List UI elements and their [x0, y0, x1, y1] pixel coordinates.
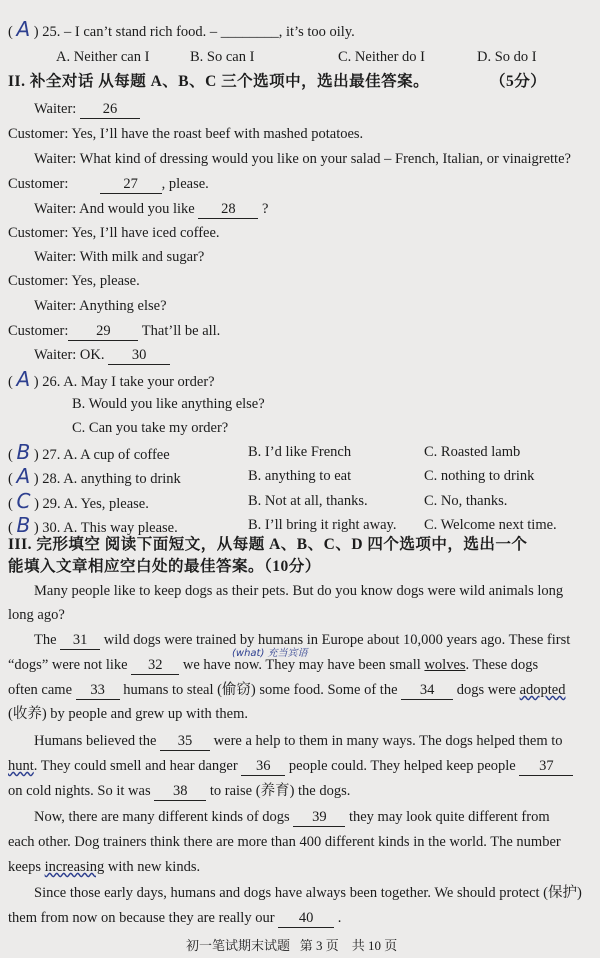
passage-text: with new kinds. — [104, 859, 201, 875]
dialogue-line — [8, 175, 209, 194]
underlined-word: increasing — [44, 859, 105, 875]
underlined-word: hunt — [8, 758, 34, 774]
question-25 — [8, 17, 355, 41]
dialogue-text: , please. — [161, 176, 209, 192]
q26-option-a: 26. A. May I take your order? — [42, 374, 215, 390]
passage-line — [8, 909, 341, 928]
passage-line — [8, 858, 200, 876]
q30-option-a: 30. A. This way please. — [42, 520, 178, 536]
section-3-heading: III. 完形填空 阅读下面短文，从每题 A、B、C、D 四个选项中，选出一个 — [8, 536, 528, 553]
passage-line: each other. Dog trainers think there are more than 400 different kinds in the world. The number — [8, 834, 561, 850]
blank-33: 33 — [76, 681, 120, 700]
passage-text: people could. They helped keep people — [288, 758, 516, 774]
passage-line — [8, 782, 350, 801]
q28-option-c: C. nothing to drink — [424, 468, 535, 484]
passage-text: Humans believed the — [34, 733, 157, 749]
underlined-word: wolves — [424, 657, 466, 673]
blank-38: 38 — [154, 782, 206, 801]
footer-exam-name: 初一笔试期末试题 — [186, 938, 291, 953]
blank-28: 28 — [198, 200, 258, 219]
q25-option-d: D. So do I — [477, 49, 537, 65]
dialogue-text: ? — [261, 201, 269, 217]
q25-option-b: B. So can I — [190, 49, 255, 65]
passage-text: were a help to them in many ways. The dogs helped them to — [213, 733, 563, 749]
q26-option-b: B. Would you like anything else? — [72, 396, 265, 412]
q29-option-c: C. No, thanks. — [424, 493, 508, 509]
dialogue-text: Waiter: And would you like — [34, 201, 195, 217]
blank-39: 39 — [293, 808, 345, 827]
q28-option-b: B. anything to eat — [248, 468, 352, 484]
dialogue-line — [8, 322, 220, 341]
blank-34: 34 — [401, 681, 453, 700]
passage-text: . They could smell and hear danger — [33, 758, 238, 774]
passage-text: them from now on because they are really our — [8, 910, 275, 926]
dialogue-line — [34, 100, 140, 119]
question-28: ( A ) 28. A. anything to drink — [8, 464, 181, 488]
passage-text: we have now. They may have been small — [182, 657, 425, 673]
q29-option-b: B. Not at all, thanks. — [248, 493, 368, 509]
answer-paren-25: ( A ) — [8, 17, 39, 41]
page-footer — [186, 935, 397, 954]
question-stem: 25. – I can’t stand rich food. – ________, it’s too oily. — [42, 24, 355, 40]
handwritten-note: (what) 充当宾语 — [232, 648, 308, 659]
blank-32: 32 — [131, 656, 179, 675]
passage-text: wild dogs were trained by humans in Europe about 10,000 years ago. These first — [103, 632, 571, 648]
q26-option-c: C. Can you take my order? — [72, 420, 229, 436]
q27-option-c: C. Roasted lamb — [424, 444, 521, 460]
q27-option-a: 27. A. A cup of coffee — [42, 447, 170, 463]
handwritten-answer-28: A — [16, 464, 31, 488]
passage-line — [34, 732, 563, 751]
dialogue-line: Customer: Yes, I’ll have iced coffee. — [8, 225, 220, 241]
passage-text: The — [34, 632, 57, 648]
section-3-heading-cont: 能填入文章相应空白处的最佳答案。（10分） — [8, 558, 321, 575]
passage-line — [8, 757, 573, 776]
handwritten-answer-25: A — [16, 17, 31, 41]
passage-text: keeps — [8, 859, 45, 875]
passage-line: Many people like to keep dogs as their pets. But do you know dogs were wild animals long — [34, 583, 564, 599]
q25-option-c: C. Neither do I — [338, 49, 425, 65]
speaker: Customer: — [8, 323, 69, 339]
underlined-word: adopted — [519, 682, 566, 698]
question-26: ( A ) 26. A. May I take your order? — [8, 367, 215, 391]
blank-35: 35 — [160, 732, 210, 751]
handwritten-answer-30: B — [16, 513, 31, 537]
question-30: ( B ) 30. A. This way please. — [8, 513, 178, 537]
passage-text: on cold nights. So it was — [8, 783, 151, 799]
q30-option-c: C. Welcome next time. — [424, 517, 557, 533]
passage-line: long ago? — [8, 607, 65, 623]
passage-line: (收养) by people and grew up with them. — [8, 706, 249, 722]
passage-line — [8, 681, 566, 700]
passage-line: Since those early days, humans and dogs have always been together. We should protect (保护) — [34, 885, 582, 901]
question-29: ( C ) 29. A. Yes, please. — [8, 489, 149, 513]
dialogue-line: Waiter: With milk and sugar? — [34, 249, 205, 265]
blank-30: 30 — [108, 346, 170, 365]
passage-text: dogs were — [456, 682, 520, 698]
section-2-title: II. 补全对话 从每题 A、B、C 三个选项中，选出最佳答案。 — [8, 73, 430, 90]
dialogue-line — [34, 346, 170, 365]
q28-option-a: 28. A. anything to drink — [42, 471, 181, 487]
blank-29: 29 — [68, 322, 138, 341]
blank-31: 31 — [60, 631, 100, 650]
dialogue-line: Waiter: Anything else? — [34, 298, 167, 314]
blank-37: 37 — [519, 757, 573, 776]
dialogue-text: That’ll be all. — [141, 323, 221, 339]
blank-36: 36 — [241, 757, 285, 776]
passage-text: humans to steal (偷窃) some food. Some of the — [123, 682, 398, 698]
handwritten-answer-27: B — [16, 440, 31, 464]
passage-text: often came — [8, 682, 73, 698]
blank-26: 26 — [80, 100, 140, 119]
q27-option-b: B. I’d like French — [248, 444, 352, 460]
footer-total-pages: 共 10 页 — [351, 938, 398, 953]
passage-text: . — [337, 910, 342, 926]
q30-option-b: B. I’ll bring it right away. — [248, 517, 397, 533]
dialogue-line: Customer: Yes, please. — [8, 273, 140, 289]
dialogue-line: Customer: Yes, I’ll have the roast beef with mashed potatoes. — [8, 126, 364, 142]
dialogue-line: Waiter: What kind of dressing would you like on your salad – French, Italian, or vinaigrette? — [34, 151, 571, 167]
footer-page-number: 第 3 页 — [299, 938, 339, 953]
section-2-score: （5分） — [490, 73, 547, 90]
passage-text: Now, there are many different kinds of dogs — [34, 809, 290, 825]
passage-text: . These dogs — [465, 657, 539, 673]
dialogue-text: Waiter: OK. — [34, 347, 105, 363]
handwritten-answer-29: C — [16, 489, 31, 513]
blank-40: 40 — [278, 909, 334, 928]
passage-line — [34, 808, 550, 827]
passage-text: to raise (养育) the dogs. — [209, 783, 351, 799]
dialogue-line — [34, 200, 268, 219]
speaker: Customer: — [8, 176, 69, 192]
handwritten-answer-26: A — [16, 367, 31, 391]
passage-text: they may look quite different from — [348, 809, 550, 825]
section-2-heading — [8, 73, 429, 91]
blank-27: 27 — [100, 175, 162, 194]
speaker: Waiter: — [34, 101, 77, 117]
question-27: ( B ) 27. A. A cup of coffee — [8, 440, 170, 464]
q25-option-a: A. Neither can I — [56, 49, 150, 65]
passage-text: “dogs” were not like — [8, 657, 128, 673]
q29-option-a: 29. A. Yes, please. — [42, 496, 149, 512]
